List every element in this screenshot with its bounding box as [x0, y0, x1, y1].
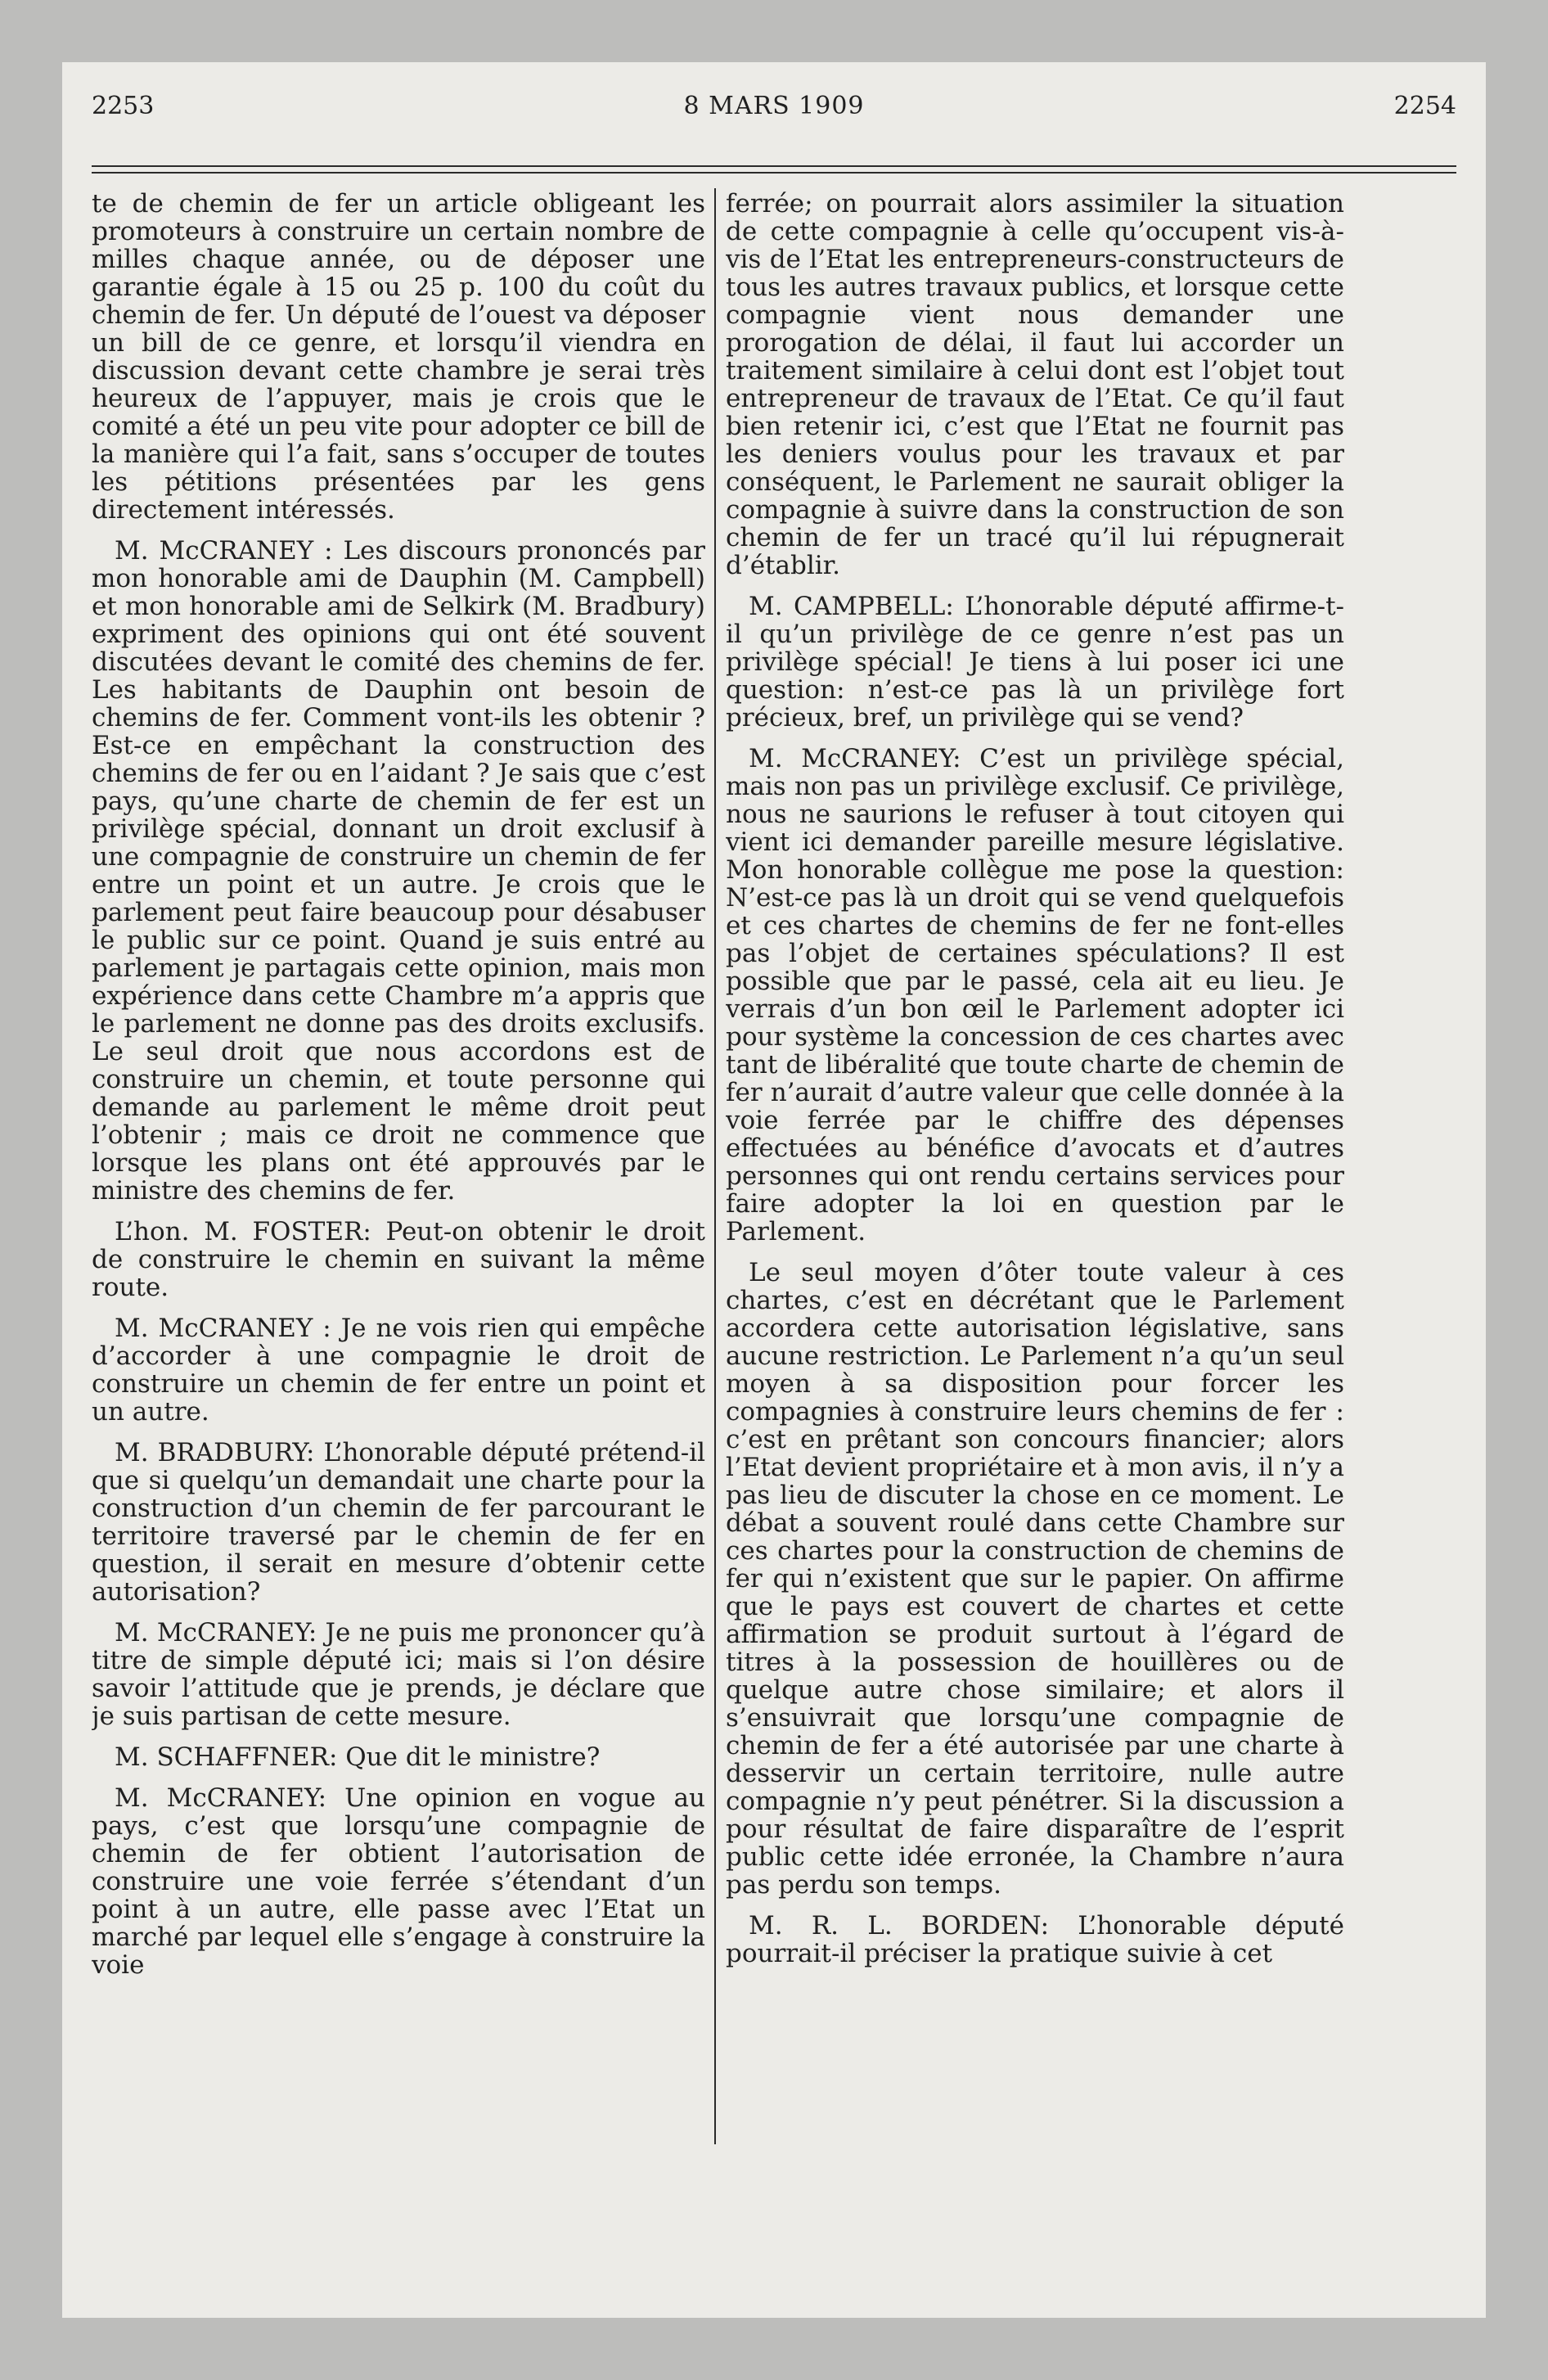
paragraph: L’hon. M. FOSTER: Peut-on obtenir le droit de construire le chemin en suivant la même route.: [92, 1217, 705, 1302]
paragraph: Le seul moyen d’ôter toute valeur à ces chartes, c’est en décrétant que le Parlement accordera cette autorisation législative, sans aucune restriction. Le Parlement n’a qu’un seul moyen à sa disposition pour forcer les compagnies à construire leurs chemins de fer : c’est en prêtant son concours financier; alors l’Etat devient propriétaire et à mon avis, il n’y a pas lieu de discuter la chose en ce moment. Le débat a souvent roulé dans cette Chambre sur ces chartes pour la construction de chemins de fer qui n’existent que sur le papier. On affirme que le pays est couvert de chartes et cette affirmation se produit surtout à l’égard de titres à la possession de houillères ou de quelque autre chose similaire; et alors il s’ensuivrait que lorsqu’une compagnie de chemin de fer a été autorisée par une charte à desservir un certain territoire, nulle autre compagnie n’y peut pénétrer. Si la discussion a pour résultat de faire disparaître de l’esprit public cette idée erronée, la Chambre n’aura pas perdu son temps.: [726, 1258, 1344, 1900]
page-date: 8 MARS 1909: [683, 92, 865, 120]
left-column: [92, 190, 705, 2130]
page-number-right: 2254: [1393, 92, 1456, 120]
paragraph: M. CAMPBELL: L’honorable député affirme-t-il qu’un privilège de ce genre n’est pas un privilège spécial! Je tiens à lui poser ici une question: n’est-ce pas là un privilège fort précieux, bref, un privilège qui se vend?: [726, 592, 1344, 732]
paragraph: te de chemin de fer un article obligeant les promoteurs à construire un certain nombre de milles chaque année, ou de déposer une garantie égale à 15 ou 25 p. 100 du coût du chemin de fer. Un député de l’ouest va déposer un bill de ce genre, et lorsqu’il viendra en discussion devant cette chambre je serai très heureux de l’appuyer, mais je crois que le comité a été un peu vite pour adopter ce bill de la manière qui l’a fait, sans s’occuper de toutes les pétitions présentées par les gens directement intéressés.: [92, 190, 705, 525]
paragraph: M. SCHAFFNER: Que dit le ministre?: [115, 1742, 601, 1772]
header-rule-second: [92, 172, 1456, 174]
paragraph: M. BRADBURY: L’honorable député prétend-il que si quelqu’un demandait une charte pour la construction d’un chemin de fer parcourant le territoire traversé par le chemin de fer en question, il serait en mesure d’obtenir cette autorisation?: [92, 1438, 705, 1607]
paragraph: M. McCRANEY: Je ne puis me prononcer qu’à titre de simple député ici; mais si l’on désire savoir l’attitude que je prends, je déclare que je suis partisan de cette mesure.: [92, 1618, 705, 1731]
page-number-left: 2253: [92, 92, 155, 120]
paragraph: M. R. L. BORDEN: L’honorable député pourrait-il préciser la pratique suivie à cet: [726, 1911, 1344, 1968]
paragraph: M. McCRANEY: Une opinion en vogue au pays, c’est que lorsqu’une compagnie de chemin de fer obtient l’autorisation de construire une voie ferrée s’étendant d’un point à un autre, elle passe avec l’Etat un marché par lequel elle s’engage à construire la voie: [92, 1783, 705, 1980]
column-divider: [714, 188, 716, 2144]
paragraph: M. McCRANEY: C’est un privilège spécial, mais non pas un privilège exclusif. Ce privilège, nous ne saurions le refuser à tout citoyen qui vient ici demander pareille mesure législative. Mon honorable collègue me pose la question: N’est-ce pas là un droit qui se vend quelquefois et ces chartes de chemins de fer ne font-elles pas l’objet de certaines spéculations? Il est possible que par le passé, cela ait eu lieu. Je verrais d’un bon œil le Parlement adopter ici pour système la concession de ces chartes avec tant de libéralité que toute charte de chemin de fer n’aurait d’autre valeur que celle donnée à la voie ferrée par le chiffre des dépenses effectuées au bénéfice d’avocats et d’autres personnes qui ont rendu certains services pour faire adopter la loi en question par le Parlement.: [726, 744, 1344, 1246]
paragraph: ferrée; on pourrait alors assimiler la situation de cette compagnie à celle qu’occupent vis-à-vis de l’Etat les entrepreneurs-constructeurs de tous les autres travaux publics, et lorsque cette compagnie vient nous demander une prorogation de délai, il faut lui accorder un traitement similaire à celui dont est l’objet tout entrepreneur de travaux de l’Etat. Ce qu’il faut bien retenir ici, c’est que l’Etat ne fournit pas les deniers voulus pour les travaux et par conséquent, le Parlement ne saurait obliger la compagnie à suivre dans la construction de son chemin de fer un tracé qu’il lui répugnerait d’établir.: [726, 190, 1344, 580]
paragraph: M. McCRANEY : Je ne vois rien qui empêche d’accorder à une compagnie le droit de construire un chemin de fer entre un point et un autre.: [92, 1314, 705, 1427]
page-header: [92, 92, 1456, 141]
header-rule: [92, 165, 1456, 167]
right-column: [726, 190, 1344, 2130]
paragraph: M. McCRANEY : Les discours prononcés par mon honorable ami de Dauphin (M. Campbell) et mon honorable ami de Selkirk (M. Bradbury) expriment des opinions qui ont été souvent discutées devant le comité des chemins de fer. Les habitants de Dauphin ont besoin de chemins de fer. Comment vont-ils les obtenir ? Est-ce en empêchant la construction des chemins de fer ou en l’aidant ? Je sais que c’est pays, qu’une charte de chemin de fer est un privilège spécial, donnant un droit exclusif à une compagnie de construire un chemin de fer entre un point et un autre. Je crois que le parlement peut faire beaucoup pour désabuser le public sur ce point. Quand je suis entré au parlement je partagais cette opinion, mais mon expérience dans cette Chambre m’a appris que le parlement ne donne pas des droits exclusifs. Le seul droit que nous accordons est de construire un chemin, et toute personne qui demande au parlement le même droit peut l’obtenir ; mais ce droit ne commence que lorsque les plans ont été approuvés par le ministre des chemins de fer.: [92, 536, 705, 1206]
